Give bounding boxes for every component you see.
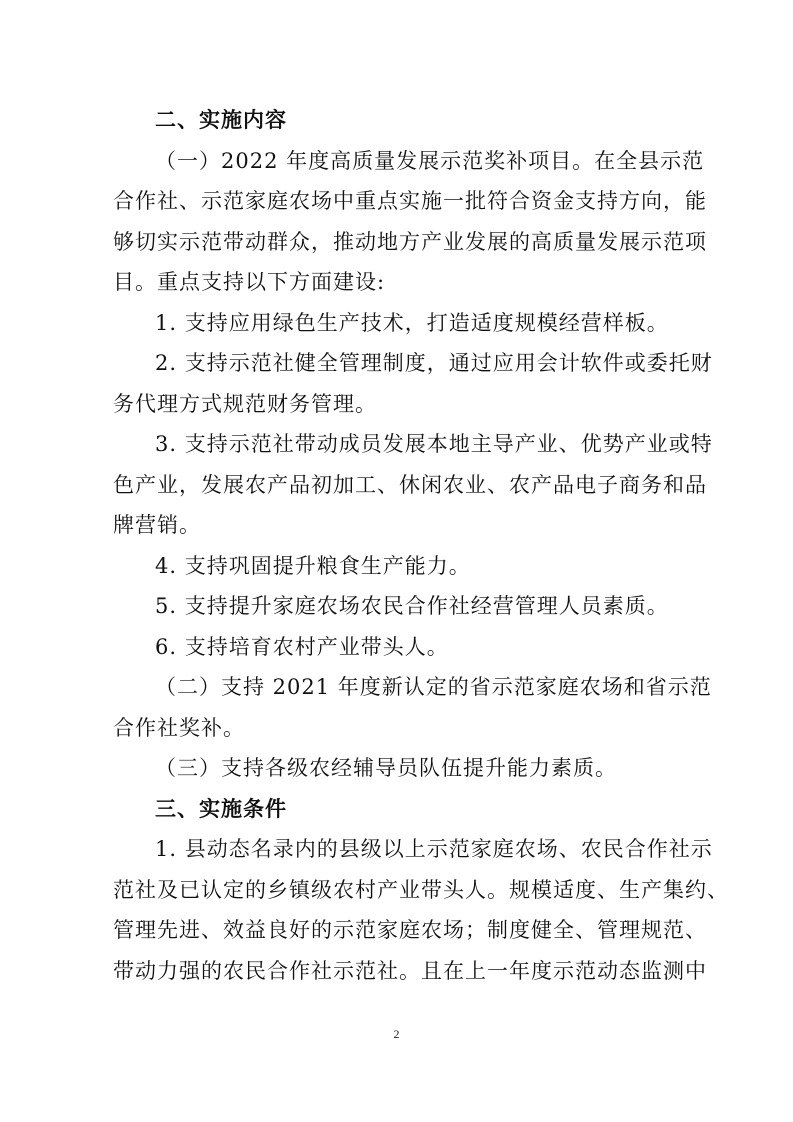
- body-text-line: 管理先进、效益良好的示范家庭农场；制度健全、管理规范、: [113, 918, 707, 942]
- body-text-line: 够切实示范带动群众，推动地方产业发展的高质量发展示范项: [113, 229, 707, 254]
- body-text-line: 带动力强的农民合作社示范社。且在上一年度示范动态监测中: [113, 958, 707, 983]
- body-text-line: 3. 支持示范社带动成员发展本地主导产业、优势产业或特: [155, 432, 713, 456]
- body-text-line: （一）2022 年度高质量发展示范奖补项目。在全县示范: [155, 148, 705, 173]
- body-text-line: 务代理方式规范财务管理。: [113, 391, 377, 416]
- body-text-line: 合作社、示范家庭农场中重点实施一批符合资金支持方向，能: [113, 189, 707, 213]
- body-text-line: 范社及已认定的乡镇级农村产业带头人。规模适度、生产集约、: [113, 877, 729, 902]
- body-text-line: 6. 支持培育农村产业带头人。: [155, 634, 449, 659]
- section-heading: 三、实施条件: [155, 796, 287, 821]
- body-text-line: 合作社奖补。: [113, 715, 245, 740]
- section-heading: 二、实施内容: [155, 108, 287, 132]
- body-text-line: 4. 支持巩固提升粮食生产能力。: [155, 553, 471, 578]
- body-text-line: 1. 支持应用绿色生产技术，打造适度规模经营样板。: [155, 310, 669, 335]
- body-text-line: 色产业，发展农产品初加工、休闲农业、农产品电子商务和品: [113, 472, 707, 497]
- body-text-line: 5. 支持提升家庭农场农民合作社经营管理人员素质。: [155, 594, 669, 618]
- body-text-line: 目。重点支持以下方面建设:: [113, 270, 386, 294]
- body-text-line: 1. 县动态名录内的县级以上示范家庭农场、农民合作社示: [155, 837, 713, 861]
- document-body: [113, 100, 729, 991]
- page-number: 2: [393, 1027, 400, 1041]
- body-text-line: （三）支持各级农经辅导员队伍提升能力素质。: [155, 756, 617, 780]
- body-text-line: （二）支持 2021 年度新认定的省示范家庭农场和省示范: [155, 675, 712, 699]
- body-text-line: 牌营销。: [113, 513, 201, 537]
- body-text-line: 2. 支持示范社健全管理制度，通过应用会计软件或委托财: [155, 351, 713, 375]
